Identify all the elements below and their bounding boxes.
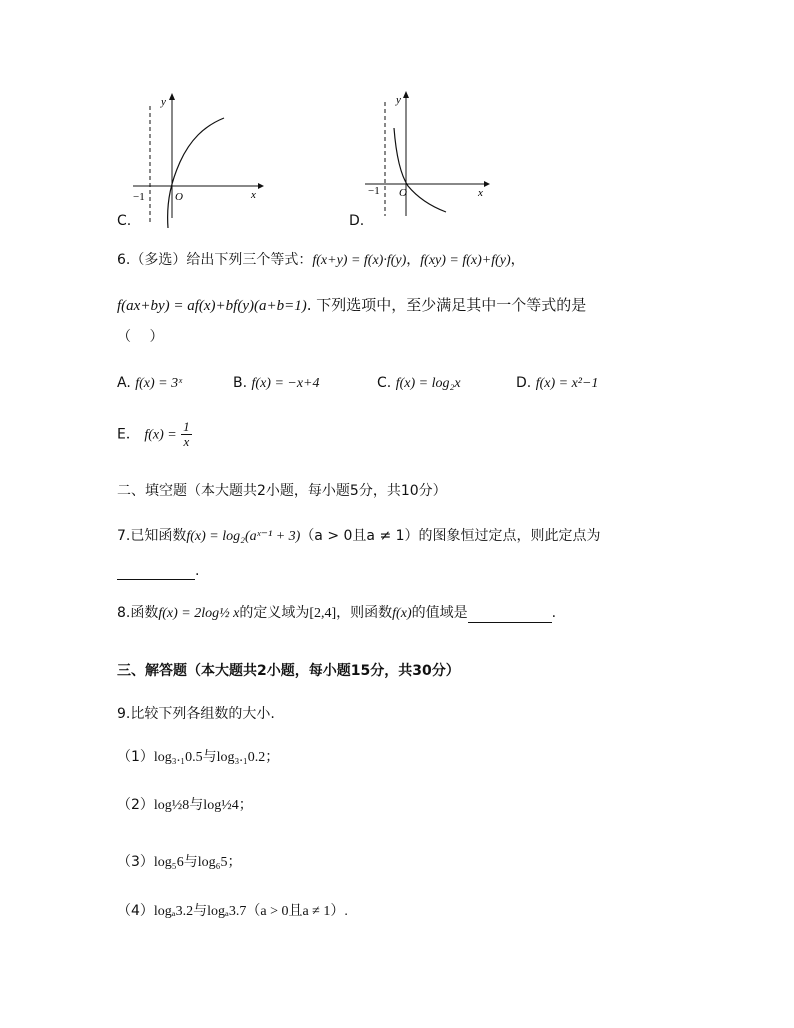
origin-label: O bbox=[175, 191, 183, 203]
neg-one-label: −1 bbox=[368, 185, 380, 197]
y-label: y bbox=[161, 96, 166, 108]
q6-stem: 给出下列三个等式： bbox=[186, 252, 313, 268]
q6-option-a: A. f(x) = 3ˣ bbox=[117, 375, 183, 391]
q6-option-d: D. f(x) = x²−1 bbox=[516, 375, 599, 391]
q7-answer-line: . bbox=[117, 562, 199, 580]
q7-condition: （a > 0且a ≠ 1） bbox=[300, 528, 419, 544]
q6-option-e: E． f(x) = $\frac{1}{x}$ bbox=[117, 419, 190, 449]
q6-line2 bbox=[117, 296, 586, 315]
curve bbox=[168, 118, 224, 228]
graph-d bbox=[360, 88, 500, 228]
q8-answer-blank[interactable] bbox=[468, 608, 552, 623]
neg-one-label: −1 bbox=[133, 191, 145, 203]
q8-function: f(x) = 2log½ x bbox=[158, 606, 240, 621]
q6-answer-paren: （ ） bbox=[117, 329, 164, 345]
q9-part-3: （3）log₅6与log₆5； bbox=[117, 854, 242, 870]
q8-domain: [2,4] bbox=[309, 606, 337, 621]
origin-label: O bbox=[399, 187, 407, 199]
q6-line1: 6.（多选）给出下列三个等式：f(x+y) = f(x)·f(y)，f(xy) = f(x)+f(y)， bbox=[117, 252, 525, 268]
fraction-1-over-x: $\frac{1}{x}$ bbox=[183, 419, 190, 449]
graph-c bbox=[128, 90, 268, 230]
section-2-heading: 二、填空题（本大题共2小题，每小题5分，共10分） bbox=[117, 483, 447, 499]
section-3-heading: 三、解答题（本大题共2小题，每小题15分，共30分） bbox=[117, 663, 460, 679]
q9-part-4: （4）logₐ3.2与logₐ3.7（a > 0且a ≠ 1）. bbox=[117, 903, 348, 919]
q6-eq2: f(xy) = f(x)+f(y) bbox=[420, 253, 511, 268]
q7-function: f(x) = log₂(aˣ⁻¹ + 3) bbox=[186, 529, 301, 544]
graph-c-label: C. bbox=[117, 213, 132, 229]
graph-d-label: D. bbox=[349, 213, 365, 229]
x-label: x bbox=[251, 189, 256, 201]
q6-option-c: C. f(x) = log₂x bbox=[377, 375, 461, 391]
q9-stem: 9.比较下列各组数的大小. bbox=[117, 706, 275, 722]
q9-part-1: （1）log₃.₁0.5与log₃.₁0.2； bbox=[117, 749, 280, 765]
q6-number: 6. bbox=[117, 252, 131, 268]
q8-line: 8.函数f(x) = 2log½ x的定义域为[2,4]，则函数f(x)的值域是 . bbox=[117, 605, 557, 621]
q6-option-b: B. f(x) = −x+4 bbox=[233, 375, 320, 391]
q9-part-2: （2）log½8与log½4； bbox=[117, 797, 253, 813]
y-label: y bbox=[396, 94, 401, 106]
q6-tag: （多选） bbox=[130, 252, 187, 268]
q6-question: . 下列选项中，至少满足其中一个等式的是 bbox=[306, 296, 587, 314]
x-label: x bbox=[478, 187, 483, 199]
q7-line1: 7.已知函数f(x) = log₂(aˣ⁻¹ + 3)（a > 0且a ≠ 1）的图象恒过定点，则此定点为 bbox=[117, 528, 601, 544]
q6-eq1: f(x+y) = f(x)·f(y) bbox=[312, 253, 407, 268]
curve bbox=[394, 128, 446, 212]
q7-answer-blank[interactable] bbox=[117, 565, 195, 580]
q6-eq3: f(ax+by) = af(x)+bf(y)(a+b=1) bbox=[117, 298, 307, 314]
